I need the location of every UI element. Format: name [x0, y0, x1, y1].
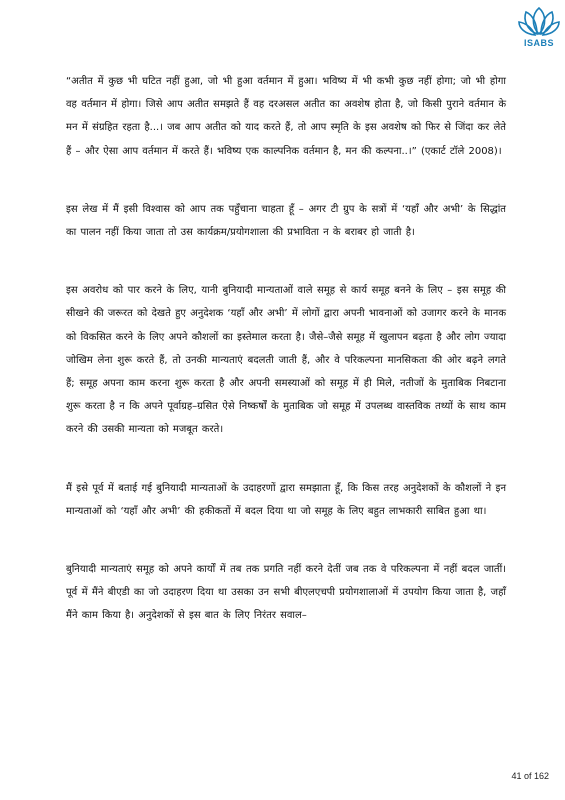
document-body — [66, 70, 506, 628]
lotus-logo-icon — [516, 4, 562, 38]
paragraph-thesis: इस लेख में मैं इसी विश्वास को आप तक पहुँचाना चाहता हूँ – अगर टी ग्रुप के सत्रों में ‘यहाँ और अभी’ के सिद्धांत का पालन नहीं किया जाता तो उस कार्यक्रम/प्रयोगशाला की प्रभाविता न के बराबर हो जाती है। — [66, 203, 506, 239]
paragraph-basic-assumptions: बुनियादी मान्यताएं समूह को अपने कार्यों में तब तक प्रगति नहीं करने देतीं जब तक वे परिकल्पना में नहीं बदल जातीं। पूर्व में मैंने बीएडी का जो उदाहरण दिया था उसका उन सभी बीएलएचपी प्रयोगशालाओं में उपयोग किया जाता है, जहाँ मैंने काम किया है। अनुदेशकों से इस बात के लिए निरंतर सवाल– — [66, 564, 506, 622]
paragraph-examples: मैं इसे पूर्व में बताई गई बुनियादी मान्यताओं के उदाहरणों द्वारा समझाता हूँ, कि किस तरह अनुदेशकों के कौशलों ने इन मान्यताओं को ‘यहाँ और अभी’ की हकीकतों में बदल दिया था जो समूह के लिए बहुत लाभकारी साबित हुआ था। — [66, 482, 506, 517]
paragraph-quote: “अतीत में कुछ भी घटित नहीं हुआ, जो भी हुआ वर्तमान में हुआ। भविष्य में भी कभी कुछ नहीं होगा; जो भी होगा वह वर्तमान में होगा। जिसे आप अतीत समझते हैं वह दरअसल अतीत का अवशेष होता है, जो किसी पुराने वर्तमान के मन में संग्रहित रहता है...। जब आप अतीत को याद करते हैं, तो आप स्मृति के इस अवशेष को फिर से जिंदा कर लेते हैं – और ऐसा आप वर्तमान में करते हैं। भविष्य एक काल्पनिक वर्तमान है, मन की कल्पना..।” (एकार्ट टॉले 2008)। — [66, 76, 506, 157]
logo-text: ISABS — [523, 38, 554, 48]
page-number: 41 of 162 — [511, 771, 549, 781]
paragraph-obstacle: इस अवरोध को पार करने के लिए, यानी बुनियादी मान्यताओं वाले समूह से कार्य समूह बनने के लिए – इस समूह की सीखने की जरूरत को देखते हुए अनुदेशक ‘यहाँ और अभी’ में लोगों द्वारा अपनी भावनाओं को उजागर करने के मानक को विकसित करने के लिए अपने कौशलों का इस्तेमाल करता है। जैसे–जैसे समूह में खुलापन बढ़ता है और लोग ज्यादा जोखिम लेना शुरू करते हैं, तो उनकी मान्यताएं बदलती जाती हैं, और वे परिकल्पना मानसिकता की ओर बढ़ने लगते हैं; समूह अपना काम करना शुरू करता है और अपनी समस्याओं को समूह में ही मिले, नतीजों के मुताबिक निबटाना शुरू करता है न कि अपने पूर्वाग्रह–ग्रसित ऐसे निष्कर्षों के मुताबिक जो समूह में उपलब्ध वास्तविक तथ्यों के साथ काम करने की उसकी मान्यता को मजबूत करते। — [66, 285, 506, 436]
isabs-logo — [516, 4, 562, 50]
